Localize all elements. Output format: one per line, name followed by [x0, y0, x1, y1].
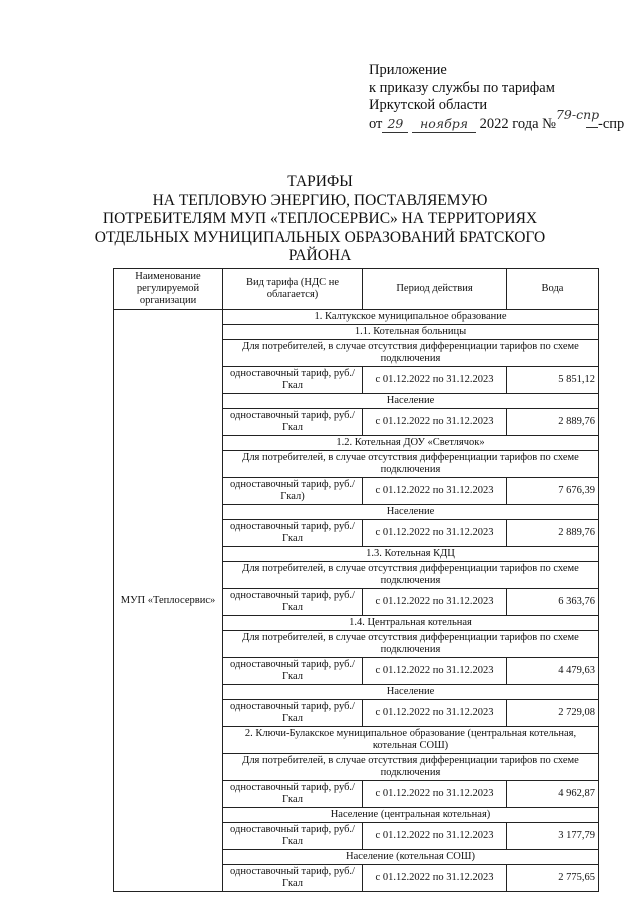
- section-heading-cell: Население (центральная котельная): [223, 808, 599, 823]
- section-heading-cell: Население: [223, 394, 599, 409]
- order-month: ноября: [412, 115, 476, 134]
- period-cell: с 01.12.2022 по 31.12.2023: [363, 781, 507, 808]
- title-line-5: РАЙОНА: [288, 247, 352, 264]
- order-number-handwritten: 79-спр: [555, 106, 600, 122]
- header-water: Вода: [507, 269, 599, 310]
- water-value-cell: 2 889,76: [507, 520, 599, 547]
- section-heading-cell: 1.2. Котельная ДОУ «Светлячок»: [223, 436, 599, 451]
- appendix-line-3: Иркутской области: [369, 97, 488, 113]
- period-cell: с 01.12.2022 по 31.12.2023: [363, 409, 507, 436]
- tariff-kind-cell: одноставочный тариф, руб./Гкал: [223, 865, 363, 892]
- tariff-kind-cell: одноставочный тариф, руб./Гкал: [223, 700, 363, 727]
- water-value-cell: 2 775,65: [507, 865, 599, 892]
- period-cell: с 01.12.2022 по 31.12.2023: [363, 520, 507, 547]
- appendix-block: [369, 62, 624, 133]
- section-heading-cell: Для потребителей, в случае отсутствия дифференциации тарифов по схеме подключения: [223, 340, 599, 367]
- section-heading-cell: 1.1. Котельная больницы: [223, 325, 599, 340]
- document-title: [60, 173, 580, 266]
- section-heading-cell: 2. Ключи-Булакское муниципальное образование (центральная котельная, котельная СОШ): [223, 727, 599, 754]
- water-value-cell: 2 729,08: [507, 700, 599, 727]
- period-cell: с 01.12.2022 по 31.12.2023: [363, 478, 507, 505]
- tariff-table-body: [114, 310, 599, 892]
- tariff-kind-cell: одноставочный тариф, руб./Гкал: [223, 658, 363, 685]
- tariff-kind-cell: одноставочный тариф, руб./Гкал: [223, 367, 363, 394]
- header-period: Период действия: [363, 269, 507, 310]
- appendix-line-2: к приказу службы по тарифам: [369, 79, 555, 96]
- section-heading-cell: Население (котельная СОШ): [223, 850, 599, 865]
- section-heading-cell: 1.3. Котельная КДЦ: [223, 547, 599, 562]
- section-heading-cell: Для потребителей, в случае отсутствия дифференциации тарифов по схеме подключения: [223, 754, 599, 781]
- water-value-cell: 4 479,63: [507, 658, 599, 685]
- section-heading-cell: Для потребителей, в случае отсутствия дифференциации тарифов по схеме подключения: [223, 451, 599, 478]
- tariff-kind-cell: одноставочный тариф, руб./Гкал: [223, 409, 363, 436]
- title-line-4: ОТДЕЛЬНЫХ МУНИЦИПАЛЬНЫХ ОБРАЗОВАНИЙ БРАТСКОГО: [94, 228, 546, 246]
- section-heading-cell: Население: [223, 505, 599, 520]
- order-number-blank: [586, 127, 598, 128]
- water-value-cell: 2 889,76: [507, 409, 599, 436]
- water-value-cell: 3 177,79: [507, 823, 599, 850]
- org-name-cell: МУП «Теплосервис»: [114, 310, 223, 892]
- period-cell: с 01.12.2022 по 31.12.2023: [363, 700, 507, 727]
- section-heading-cell: 1. Калтукское муниципальное образование: [223, 310, 599, 325]
- water-value-cell: 7 676,39: [507, 478, 599, 505]
- order-date-line: [369, 106, 625, 134]
- section-heading-cell: 1.4. Центральная котельная: [223, 616, 599, 631]
- title-line-2: НА ТЕПЛОВУЮ ЭНЕРГИЮ, ПОСТАВЛЯЕМУЮ: [152, 191, 488, 209]
- tariff-kind-cell: одноставочный тариф, руб./Гкал: [223, 520, 363, 547]
- order-year-label: 2022 года №: [479, 115, 556, 132]
- title-line-3: ПОТРЕБИТЕЛЯМ МУП «ТЕПЛОСЕРВИС» НА ТЕРРИТОРИЯХ: [102, 210, 538, 227]
- order-day: 29: [382, 115, 408, 134]
- section-heading-cell: Для потребителей, в случае отсутствия дифференциации тарифов по схеме подключения: [223, 562, 599, 589]
- appendix-line-1: Приложение: [369, 62, 447, 78]
- water-value-cell: 6 363,76: [507, 589, 599, 616]
- period-cell: с 01.12.2022 по 31.12.2023: [363, 589, 507, 616]
- water-value-cell: 5 851,12: [507, 367, 599, 394]
- table-header-row: [114, 269, 599, 310]
- period-cell: с 01.12.2022 по 31.12.2023: [363, 367, 507, 394]
- period-cell: с 01.12.2022 по 31.12.2023: [363, 865, 507, 892]
- period-cell: с 01.12.2022 по 31.12.2023: [363, 823, 507, 850]
- tariff-kind-cell: одноставочный тариф, руб./Гкал): [223, 478, 363, 505]
- order-from-label: от: [369, 115, 383, 132]
- tariff-kind-cell: одноставочный тариф, руб./Гкал: [223, 589, 363, 616]
- header-tariff-kind: Вид тарифа (НДС не облагается): [223, 269, 363, 310]
- tariff-kind-cell: одноставочный тариф, руб./Гкал: [223, 781, 363, 808]
- section-heading-cell: Население: [223, 685, 599, 700]
- tariff-kind-cell: одноставочный тариф, руб./Гкал: [223, 823, 363, 850]
- period-cell: с 01.12.2022 по 31.12.2023: [363, 658, 507, 685]
- tariff-table: [113, 268, 599, 892]
- section-heading-cell: Для потребителей, в случае отсутствия дифференциации тарифов по схеме подключения: [223, 631, 599, 658]
- order-number-suffix: -спр: [597, 115, 625, 132]
- table-row: [114, 310, 599, 325]
- header-org: Наименование регулируемой организации: [114, 269, 223, 310]
- title-line-1: ТАРИФЫ: [287, 173, 353, 190]
- water-value-cell: 4 962,87: [507, 781, 599, 808]
